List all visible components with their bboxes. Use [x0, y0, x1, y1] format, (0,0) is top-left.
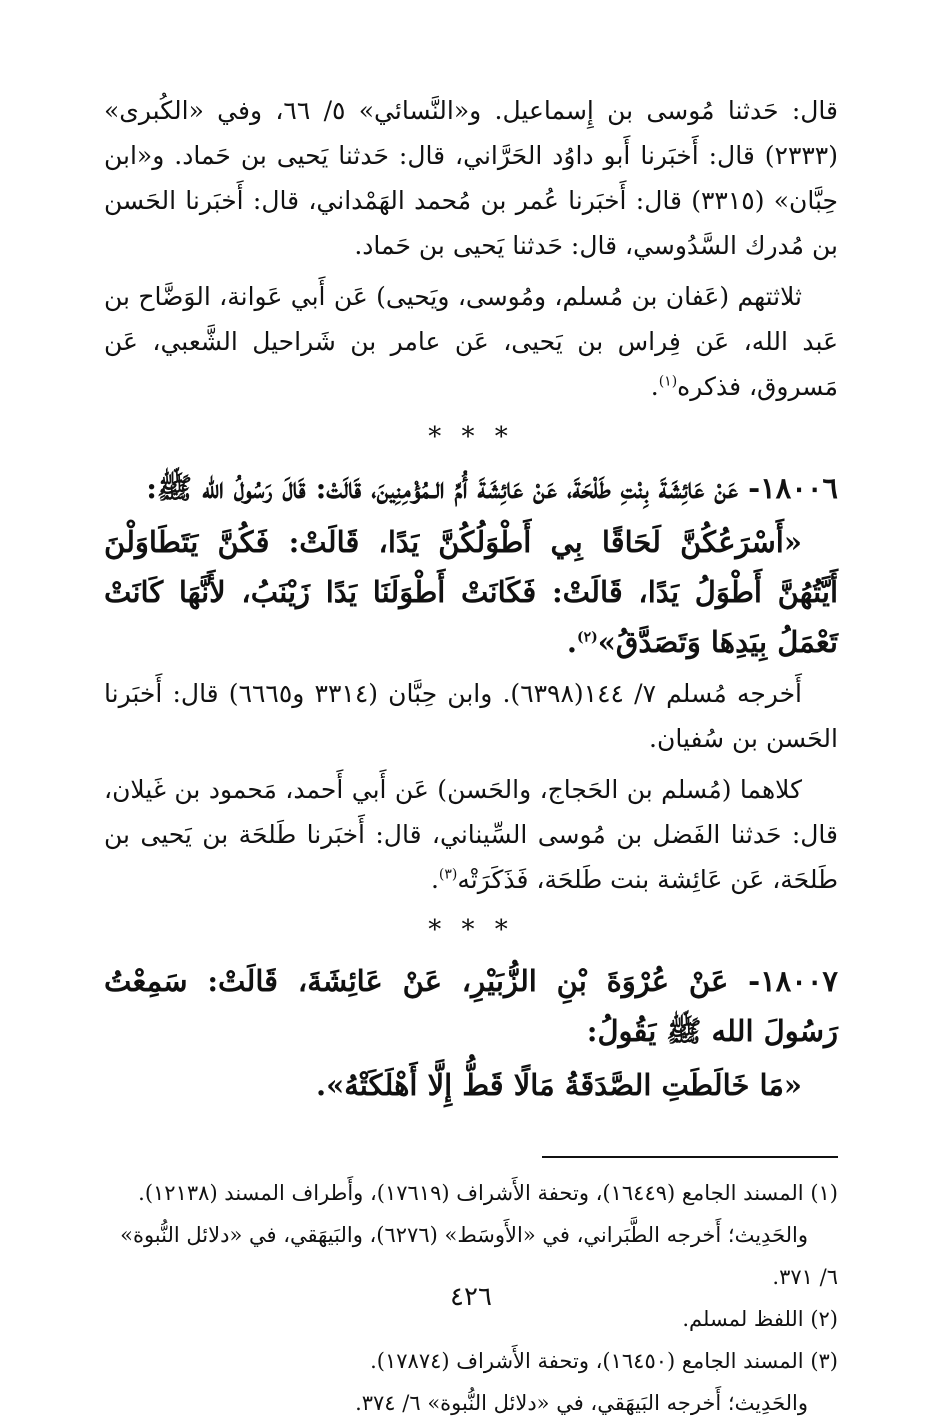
footnote-ref-1: (١) — [658, 373, 678, 390]
footnote-3-continuation: والحَدِيث؛ أَخرجه البَيهَقي، في «دلائل النُّبوة» ٦/ ٣٧٤. — [355, 1391, 808, 1415]
footnote-1-continuation: والحَدِيث؛ أَخرجه الطَّبَراني، في «الأَوسَط» (٦٢٧٦)، والبَيهَقي، في «دلائل النُّبوة» ٦/ ٣٧١. — [120, 1223, 838, 1289]
takhrij-paragraph-2-text: كلاهما (مُسلم بن الحَجاج، والحَسن) عَن أَبي أَحمد، مَحمود بن غَيلان، قال: حَدثنا الفَضل بن مُوسى السِّيناني، قال: أَخبَرنا طَلحَة بن يَحيى بن طَلحَة، عَن عَائِشة بنت طَلحَة، فَذَكَرَتْه — [104, 775, 838, 894]
page-number: ٤٢٦ — [450, 1282, 492, 1312]
isnad-paragraph-1: قال: حَدثنا مُوسى بن إِسماعيل. و«النَّسائي» ٥/ ٦٦، وفي «الكُبرى» (٢٣٣٣) قال: أَخبَرنا أَبو داوُد الحَرَّاني، قال: حَدثنا يَحيى بن حَماد. و«ابن حِبَّان» (٣٣١٥) قال: أَخبَرنا عُمر بن مُحمد الهَمْداني، قال: أَخبَرنا الحَسن بن مُدرك السَّدُوسي، قال: حَدثنا يَحيى بن حَماد. — [104, 96, 838, 260]
footnote-divider — [542, 1156, 838, 1158]
takhrij-paragraph-2: كلاهما (مُسلم بن الحَجاج، والحَسن) عَن أَبي أَحمد، مَحمود بن غَيلان، قال: حَدثنا الفَضل بن مُوسى السِّيناني، قال: أَخبَرنا طَلحَة بن يَحيى بن طَلحَة، عَن عَائِشة بنت طَلحَة، فَذَكَرَتْه$^{(٣)}$. — [104, 775, 838, 894]
footnote-ref-2: (٢) — [576, 629, 598, 646]
section-separator-2: * * * — [428, 915, 514, 945]
footnote-3: (٣) المسند الجامع (١٦٤٥٠)، وتحفة الأَشراف (١٧٨٧٤). — [370, 1349, 838, 1373]
footnote-1: (١) المسند الجامع (١٦٤٤٩)، وتحفة الأَشراف (١٧٦١٩)، وأَطراف المسند (١٢١٣٨). — [138, 1181, 838, 1205]
isnad-paragraph-2-text: ثلاثتهم (عَفان بن مُسلم، ومُوسى، ويَحيى) عَن أَبي عَوانة، الوَضَّاح بن عَبد الله، عَن فِراس بن يَحيى، عَن عامر بن شَراحيل الشَّعبي، عَن مَسروق، فذكره — [104, 282, 838, 401]
isnad-paragraph-2: ثلاثتهم (عَفان بن مُسلم، ومُوسى، ويَحيى) عَن أَبي عَوانة، الوَضَّاح بن عَبد الله، عَن فِراس بن يَحيى، عَن عامر بن شَراحيل الشَّعبي، عَن مَسروق، فذكره$^{(١)}$. — [104, 282, 838, 401]
hadith-18007-text: «مَا خَالَطَتِ الصَّدَقَةُ مَالًا قَطُّ إِلَّا أَهْلَكَتْهُ». — [316, 1068, 802, 1102]
section-separator-1: * * * — [428, 422, 514, 452]
hadith-18006-intro: ١٨٠٠٦- عَنْ عَائِشَةَ بِنْتِ طَلْحَةَ، عَنْ عَائِشَةَ أُمِّ الـمُؤْمِنِينَ، قَالَتْ: قَالَ رَسُولُ الله ﷺ: — [146, 471, 838, 505]
hadith-18007-intro: ١٨٠٠٧- عَنْ عُرْوَةَ بْنِ الزُّبَيْرِ، عَنْ عَائِشَةَ، قَالَتْ: سَمِعْتُ رَسُولَ الله ﷺ يَقُولُ: — [104, 964, 838, 1048]
footnote-ref-3: (٣) — [438, 866, 458, 883]
hadith-18006-matn: «أَسْرَعُكُنَّ لَحَاقًا بِي أَطْوَلُكُنَّ يَدًا، قَالَتْ: فَكُنَّ يَتَطَاوَلْنَ أَيَّتُهُنَّ أَطْوَلُ يَدًا، قَالَتْ: فَكَانَتْ أَطْوَلَنَا يَدًا زَيْنَبُ، لأَنَّهَا كَانَتْ تَعْمَلُ بِيَدِهَا وَتَصَدَّقُ» — [104, 525, 838, 659]
takhrij-paragraph-1: أَخرجه مُسلم ٧/ ١٤٤(٦٣٩٨). وابن حِبَّان (٣٣١٤ و٦٦٦٥) قال: أَخبَرنا الحَسن بن سُفيان. — [104, 679, 838, 753]
hadith-18006-text: «أَسْرَعُكُنَّ لَحَاقًا بِي أَطْوَلُكُنَّ يَدًا، قَالَتْ: فَكُنَّ يَتَطَاوَلْنَ أَيَّتُهُنَّ أَطْوَلُ يَدًا، قَالَتْ: فَكَانَتْ أَطْوَلَنَا يَدًا زَيْنَبُ، لأَنَّهَا كَانَتْ تَعْمَلُ بِيَدِهَا وَتَصَدَّقُ»$^{(٢)}$. — [104, 525, 838, 659]
footnote-2: (٢) اللفظ لمسلم. — [682, 1307, 838, 1331]
